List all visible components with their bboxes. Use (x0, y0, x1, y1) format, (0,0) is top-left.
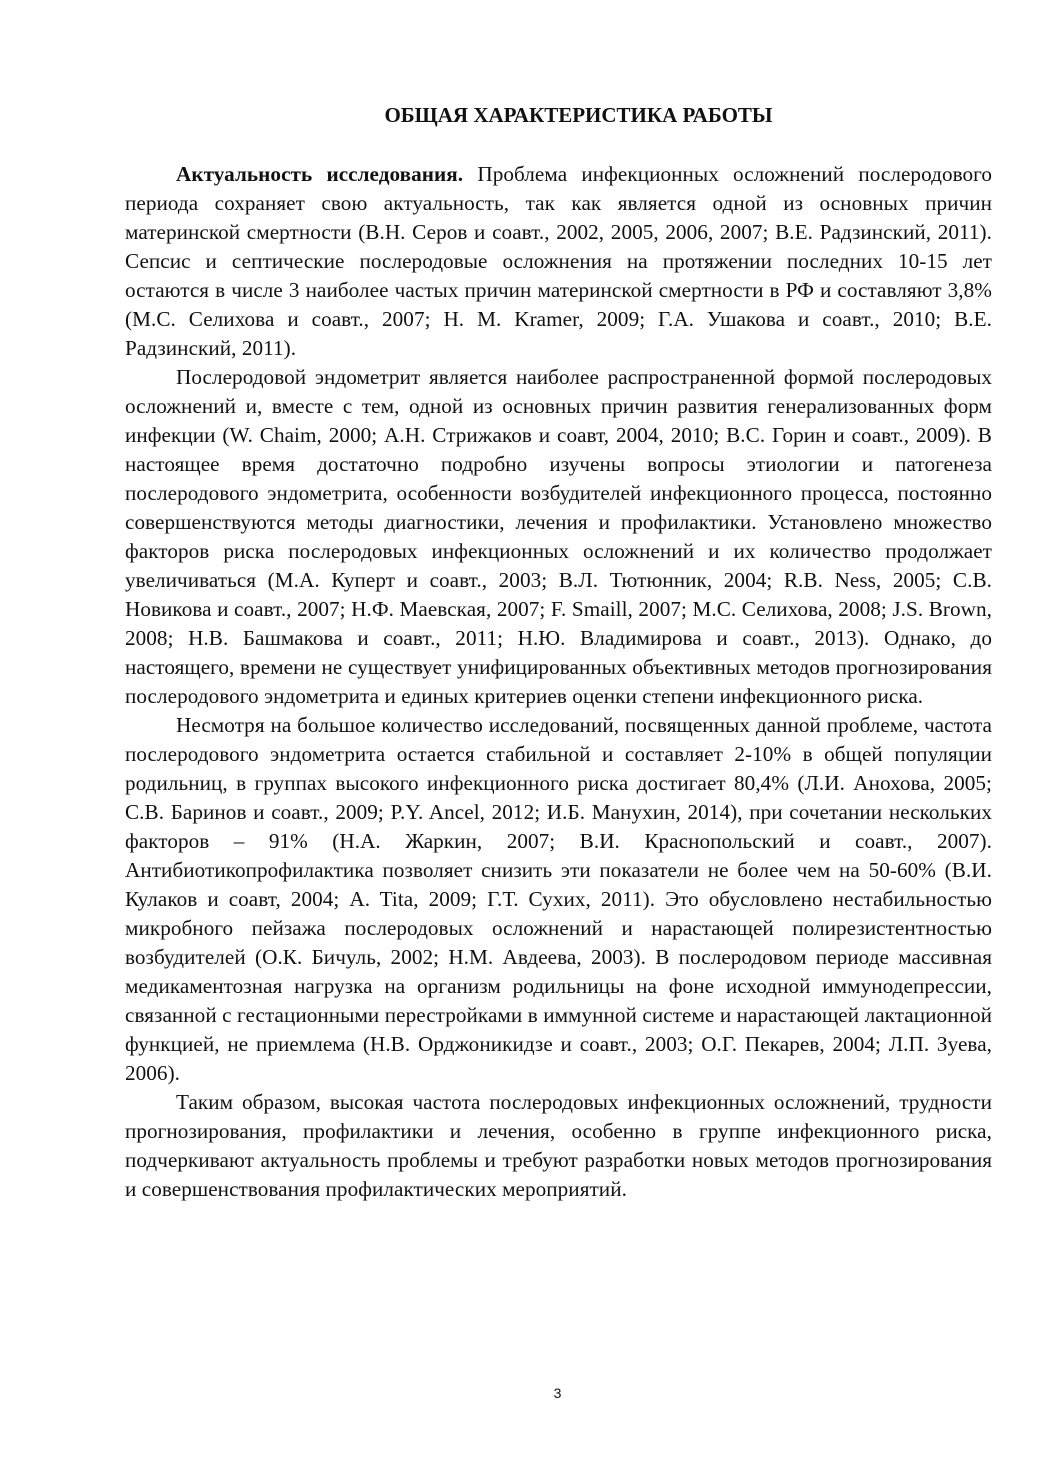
paragraph-lead: Актуальность исследования. (176, 162, 464, 186)
paragraph-text: Проблема инфекционных осложнений послеродового периода сохраняет свою актуальность, так как является одной из основных причин материнской смертности (В.Н. Серов и соавт., 2002, 2005, 2006, 2007; В.Е. Радзинский, 2011). Сепсис и септические послеродовые осложнения на протяжении последних 10-15 лет остаются в числе 3 наиболее частых причин материнской смертности в РФ и составляют 3,8% (М.С. Селихова и соавт., 2007; H. M. Kramer, 2009; Г.А. Ушакова и соавт., 2010; В.Е. Радзинский, 2011). (125, 162, 992, 360)
paragraph-frequency: Несмотря на большое количество исследований, посвященных данной проблеме, частота послеродового эндометрита остается стабильной и составляет 2-10% в общей популяции родильниц, в группах высокого инфекционного риска достигает 80,4% (Л.И. Анохова, 2005; С.В. Баринов и соавт., 2009; P.Y. Ancel, 2012; И.Б. Манухин, 2014), при сочетании нескольких факторов – 91% (Н.А. Жаркин, 2007; В.И. Краснопольский и соавт., 2007). Антибиотикопрофилактика позволяет снизить эти показатели не более чем на 50-60% (В.И. Кулаков и соавт, 2004; A. Tita, 2009; Г.Т. Сухих, 2011). Это обусловлено нестабильностью микробного пейзажа послеродовых осложнений и нарастающей полирезистентностью возбудителей (О.К. Бичуль, 2002; Н.М. Авдеева, 2003). В послеродовом периоде массивная медикаментозная нагрузка на организм родильницы на фоне исходной иммунодепрессии, связанной с гестационными перестройками в иммунной системе и нарастающей лактационной функцией, не приемлема (Н.В. Орджоникидзе и соавт., 2003; О.Г. Пекарев, 2004; Л.П. Зуева, 2006). (125, 713, 992, 1085)
document-page (125, 100, 992, 1204)
page-number: 3 (553, 1385, 562, 1401)
section-heading: ОБЩАЯ ХАРАКТЕРИСТИКА РАБОТЫ (384, 103, 773, 127)
paragraph-conclusion: Таким образом, высокая частота послеродовых инфекционных осложнений, трудности прогнозирования, профилактики и лечения, особенно в группе инфекционного риска, подчеркивают актуальность проблемы и требуют разработки новых методов прогнозирования и совершенствования профилактических мероприятий. (125, 1090, 992, 1201)
paragraph-relevance (125, 160, 992, 363)
paragraph-endometritis: Послеродовой эндометрит является наиболее распространенной формой послеродовых осложнений и, вместе с тем, одной из основных причин развития генерализованных форм инфекции (W. Chaim, 2000; А.Н. Стрижаков и соавт, 2004, 2010; В.С. Горин и соавт., 2009). В настоящее время достаточно подробно изучены вопросы этиологии и патогенеза послеродового эндометрита, особенности возбудителей инфекционного процесса, постоянно совершенствуются методы диагностики, лечения и профилактики. Установлено множество факторов риска послеродовых инфекционных осложнений и их количество продолжает увеличиваться (М.А. Куперт и соавт., 2003; В.Л. Тютюнник, 2004; R.B. Ness, 2005; С.В. Новикова и соавт., 2007; Н.Ф. Маевская, 2007; F. Smaill, 2007; М.С. Селихова, 2008; J.S. Brown, 2008; Н.В. Башмакова и соавт., 2011; Н.Ю. Владимирова и соавт., 2013). Однако, до настоящего, времени не существует унифицированных объективных методов прогнозирования послеродового эндометрита и единых критериев оценки степени инфекционного риска. (125, 365, 992, 708)
